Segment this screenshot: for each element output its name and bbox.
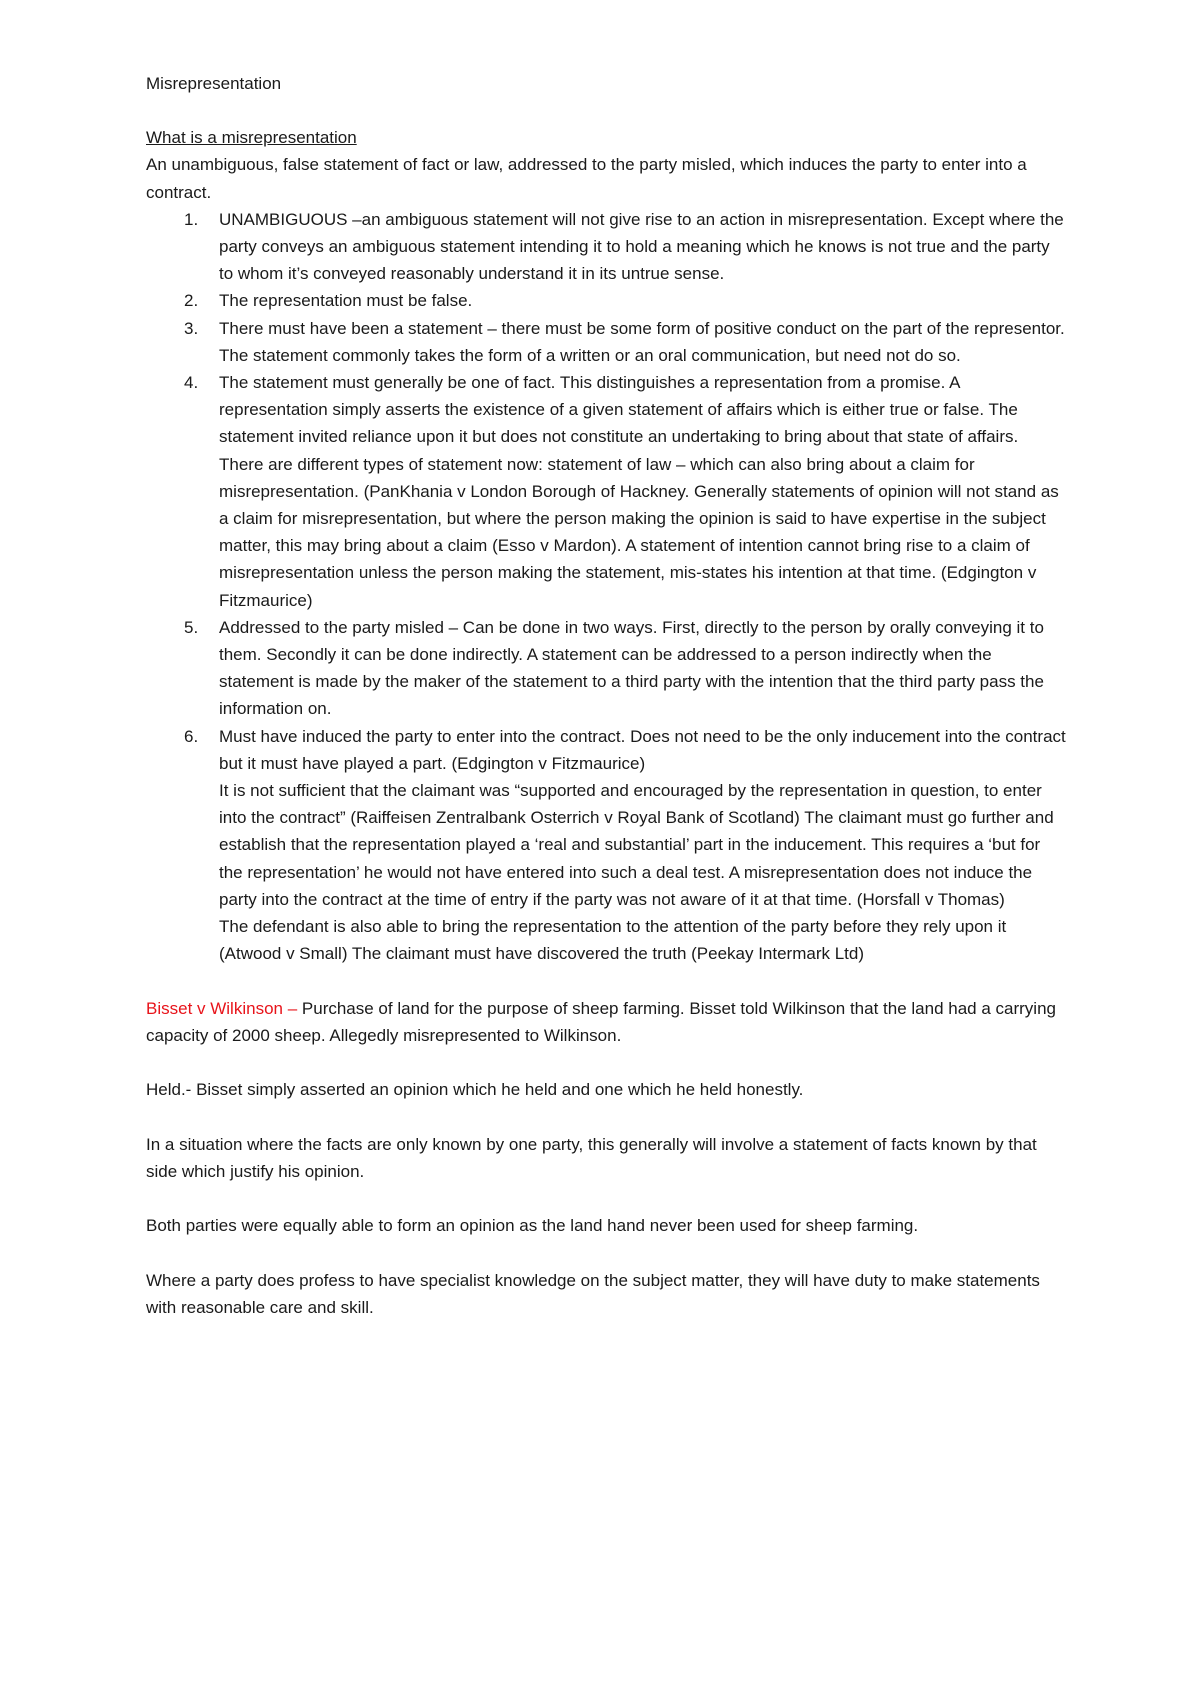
section-heading: What is a misrepresentation — [146, 128, 357, 148]
list-number: 5. — [184, 617, 199, 637]
list-number: 3. — [184, 318, 199, 338]
list-item-text: The statement must generally be one of fact. This distinguishes a representation from a promise. A representation simply asserts the existence of a given statement of affairs which is either true or false. The statement invited reliance upon it but does not constitute an undertaking to bring about that state of affairs. There are different types of statement now: statement of law – which can also bring about a claim for misrepresentation. (PanKhania v London Borough of Hackney. Generally statements of opinion will not stand as a claim for misrepresentation, but where the person making the opinion is said to have expertise in the subject matter, this may bring about a claim (Esso v Mardon). A statement of intention cannot bring rise to a claim of misrepresentation unless the person making the statement, mis-states his intention at that time. (Edgington v Fitzmaurice) — [219, 373, 1059, 610]
list-item — [146, 723, 1066, 968]
case-paragraph — [146, 995, 1066, 1049]
list-number: 2. — [184, 291, 199, 311]
case-summary: Purchase of land for the purpose of sheep farming. Bisset told Wilkinson that the land had a carrying capacity of 2000 sheep. Allegedly misrepresented to Wilkinson. — [146, 998, 1056, 1045]
list-item — [146, 315, 1066, 369]
list-item — [146, 614, 1066, 723]
list-item-text: Must have induced the party to enter into the contract. Does not need to be the only inducement into the contract but it must have played a part. (Edgington v Fitzmaurice) — [219, 726, 1066, 773]
list-item-text: Addressed to the party misled – Can be done in two ways. First, directly to the person by orally conveying it to them. Secondly it can be done indirectly. A statement can be addressed to a person indirectly when the statement is made by the maker of the statement to a third party with the intention that the third party pass the information on. — [219, 617, 1044, 719]
list-number: 6. — [184, 726, 199, 746]
list-number: 4. — [184, 373, 199, 393]
document-title: Misrepresentation — [146, 74, 282, 93]
list-item-continuation: The defendant is also able to bring the representation to the attention of the party before they rely upon it (Atwood v Small) The claimant must have discovered the truth (Peekay Intermark Ltd) — [219, 917, 1007, 964]
body-paragraph: Both parties were equally able to form an opinion as the land hand never been used for sheep farming. — [146, 1216, 919, 1236]
list-item — [146, 287, 1066, 314]
list-item — [146, 206, 1066, 288]
held-paragraph: Held.- Bisset simply asserted an opinion which he held and one which he held honestly. — [146, 1080, 804, 1100]
list-item-text: UNAMBIGUOUS –an ambiguous statement will not give rise to an action in misrepresentation. Except where the party conveys an ambiguous statement intending it to hold a meaning which he knows is not true and the party to whom it’s conveyed reasonably understand it in its untrue sense. — [219, 209, 1064, 284]
case-name: Bisset v Wilkinson – — [146, 998, 298, 1018]
list-item-text: There must have been a statement – there must be some form of positive conduct on the part of the representor. The statement commonly takes the form of a written or an oral communication, but need not do so. — [219, 318, 1065, 365]
document-page — [146, 70, 1066, 1321]
list-number: 1. — [184, 209, 199, 229]
elements-list — [146, 206, 1066, 968]
definition-paragraph: An unambiguous, false statement of fact or law, addressed to the party misled, which induces the party to enter into a contract. — [146, 155, 1027, 202]
body-paragraph: Where a party does profess to have specialist knowledge on the subject matter, they will have duty to make statements with reasonable care and skill. — [146, 1270, 1040, 1317]
list-item-text: The representation must be false. — [219, 291, 473, 311]
list-item-continuation: It is not sufficient that the claimant was “supported and encouraged by the representation in question, to enter into the contract” (Raiffeisen Zentralbank Osterrich v Royal Bank of Scotland) The claimant must go further and establish that the representation played a ‘real and substantial’ part in the inducement. This requires a ‘but for the representation’ he would not have entered into such a deal test. A misrepresentation does not induce the party into the contract at the time of entry if the party was not aware of it at that time. (Horsfall v Thomas) — [219, 781, 1054, 909]
list-item — [146, 369, 1066, 614]
body-paragraph: In a situation where the facts are only known by one party, this generally will involve a statement of facts known by that side which justify his opinion. — [146, 1134, 1037, 1181]
